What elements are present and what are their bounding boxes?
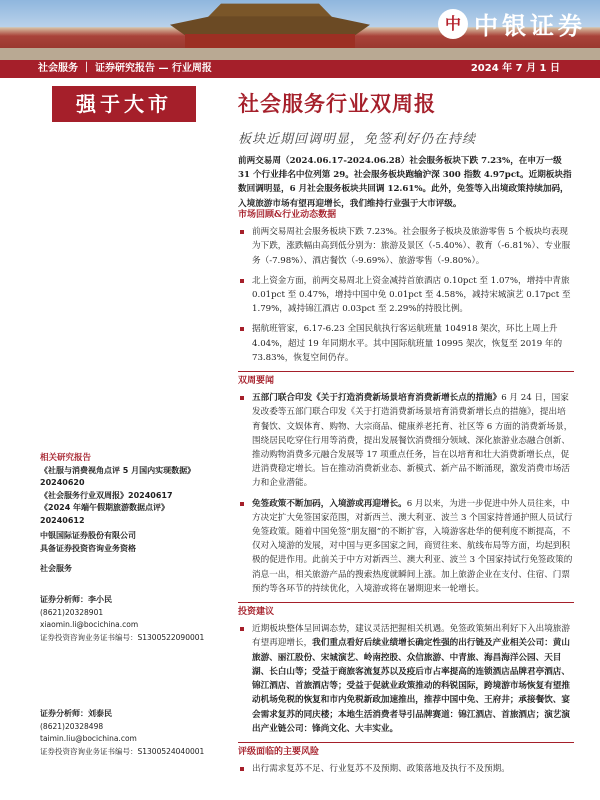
page-title: 社会服务行业双周报 — [238, 91, 436, 116]
header-banner — [0, 0, 600, 60]
analyst-email[interactable]: taimin.liu@bocichina.com — [40, 734, 137, 743]
section-heading-risk: 评级面临的主要风险 — [238, 746, 320, 757]
related-report: 《社服与消费视角点评 5 月国内实现数据》 — [40, 465, 196, 475]
divider — [238, 742, 574, 743]
related-report: 20240620 — [40, 478, 85, 487]
banner-steps — [0, 48, 600, 60]
report-date: 2024 年 7 月 1 日 — [470, 63, 560, 74]
analyst-license: 证券投资咨询业务证书编号：S1300524040001 — [40, 746, 205, 756]
advice-text: 近期板块整体呈回调态势，建议灵活把握相关机遇。免签政策频出利好下入出境旅游有望再迎增长， — [252, 624, 570, 649]
divider — [238, 371, 574, 372]
list-item: 据航班管家，6.17-6.23 全国民航执行客运航班量 104918 架次，环比上周上升 4.04%，超过 19 年同期水平。其中国际航班量 10995 架次，恢复至 2019 年的 73.83%，恢复空间仍存。 — [238, 322, 574, 365]
rating-badge: 强于大市 — [52, 86, 196, 122]
list-item: 北上资金方面，前两交易周北上资金减持首旅酒店 0.10pct 至 1.07%，增持中青旅 0.01pct 至 0.47%，增持中国中免 0.01pct 至 4.58%，减持宋城演艺 0.17pct 至 1.79%，减持锦江酒店 0.03pct 至 2.29%的持股比例。 — [238, 274, 574, 317]
analyst-license: 证券投资咨询业务证书编号：S1300522090001 — [40, 632, 205, 642]
analyst-name: 证券分析师：李小民 — [40, 595, 112, 604]
summary-paragraph: 前两交易周（2024.06.17-2024.06.28）社会服务板块下跌 7.23%，在申万一级 31 个行业排名中位列第 29。社会服务板块跑输沪深 300 指数 4.97pct。近期板块指数回调明显，6 月社会服务板块共回调 12.61%。此外，免签等入出境政策持续加码，入境旅游市场有望再迎增长，我们维持行业强于大市评级。 — [238, 156, 572, 209]
related-reports — [40, 452, 210, 527]
report-category-bar — [0, 60, 600, 78]
risk-item: 出行需求复苏不足、行业复苏不及预期、政策落地及执行不及预期。 — [238, 762, 574, 776]
advice-recommendations: 我们重点看好后续业绩增长确定性强的出行链及产业相关公司：黄山旅游、丽江股份、宋城演艺、岭南控股、众信旅游、中青旅、海昌海洋公园、天目湖、长白山等；受益于商旅客流复苏以及疫后市占率提高的连锁酒店品牌君亭酒店、锦江酒店、首旅酒店等；受益于促就业政策推动的科锐国际，跨境游市场恢复有望推动机场免税的恢复和市内免税新政加速推出，推荐中国中免、王府井；承接餐饮、宴会需求复苏的同庆楼；本地生活消费者导引品牌赛道：锦江酒店、首旅酒店；演艺演出产业链公司：锋尚文化、大丰实业。 — [252, 638, 570, 734]
news-item-body: 6 月以来，为进一步促进中外人员往来，中方决定扩大免签国家范围，对新西兰、澳大利亚、波兰 3 个国家持普通护照人员试行免签政策。随着中国免签“朋友圈”的不断扩容，入境游客赴华的便利度不断提高，不仅对入境游的发展，对中国与更多国家之间，商贸往来、航线布局等方面，均起到积极的促进作用。此前关于中方对新西兰、澳大利亚、波兰 3 个国家持试行免签政策的消息一出，相关旅游产品的搜索热度就瞬间上涨。加上旅游企业在支付、住宿、门票预约等各环节的持续优化，入境游或将在暑期迎来一轮增长。 — [252, 498, 573, 594]
company-info — [40, 530, 210, 576]
industry-label: 社会服务 — [40, 564, 72, 573]
logo-mark-icon: 中 — [438, 9, 468, 39]
logo-text: 中银证券 — [474, 12, 586, 40]
news-item-headline: 免签政策不断加码，入境游或再迎增长。 — [252, 498, 407, 509]
news-item — [238, 391, 574, 490]
page-subtitle: 板块近期回调明显，免签利好仍在持续 — [238, 132, 477, 147]
news-item — [238, 497, 574, 596]
news-item-body: 6 月 24 日，国家发改委等五部门联合印发《关于打造消费新场景培育消费新增长点的措施》，提出培育餐饮、文娱体育、购物、大宗商品、健康养老托育、社区等 6 方面的消费新场景，围绕居民吃穿住行用等消费，提出发展餐饮消费细分领域、深化旅游业态融合创新、推动购物消费多元融合发展等 17 项重点任务，旨在以培育和壮大消费新增长点，促进消费稳定增长。旨在推动消费新业态、新模式、新产品不断涌现，激发消费市场活力和企业潜能。 — [252, 393, 573, 489]
advice-item — [238, 622, 574, 736]
analyst-phone: (8621)20328901 — [40, 607, 104, 617]
section-heading-market: 市场回顾&行业动态数据 — [238, 210, 337, 220]
related-report: 《社会服务行业双周报》20240617 — [40, 490, 173, 500]
main-content — [238, 206, 574, 782]
list-item: 前两交易周社会服务板块下跌 7.23%。社会服务子板块及旅游零售 5 个板块均表现为下跌，涨跌幅由高到低分别为：旅游及景区（-5.40%）、教育（-6.81%）、专业服务（-7.98%）、酒店餐饮（-9.69%）、旅游零售（-9.80%）。 — [238, 225, 574, 268]
analyst-name: 证券分析师：刘泰民 — [40, 709, 112, 718]
related-reports-heading: 相关研究报告 — [40, 453, 92, 463]
divider — [238, 602, 574, 603]
section-heading-advice: 投资建议 — [238, 607, 275, 618]
related-report: 《2024 年端午假期旅游数据点评》20240612 — [40, 503, 170, 525]
section-heading-news: 双周要闻 — [238, 376, 275, 387]
analyst-phone: (8621)20328498 — [40, 721, 104, 731]
news-item-headline: 五部门联合印发《关于打造消费新场景培育消费新增长点的措施》 — [252, 393, 502, 404]
banner-roof-upper — [200, 0, 340, 18]
report-category: 社会服务 ｜ 证券研究报告 — 行业周报 — [38, 63, 212, 74]
analyst-card — [40, 594, 210, 644]
analyst-card — [40, 708, 210, 758]
company-logo — [438, 6, 586, 41]
analyst-email[interactable]: xiaomin.li@bocichina.com — [40, 620, 139, 629]
company-qualification: 具备证券投资咨询业务资格 — [40, 543, 136, 553]
company-name: 中银国际证券股份有限公司 — [40, 531, 136, 540]
